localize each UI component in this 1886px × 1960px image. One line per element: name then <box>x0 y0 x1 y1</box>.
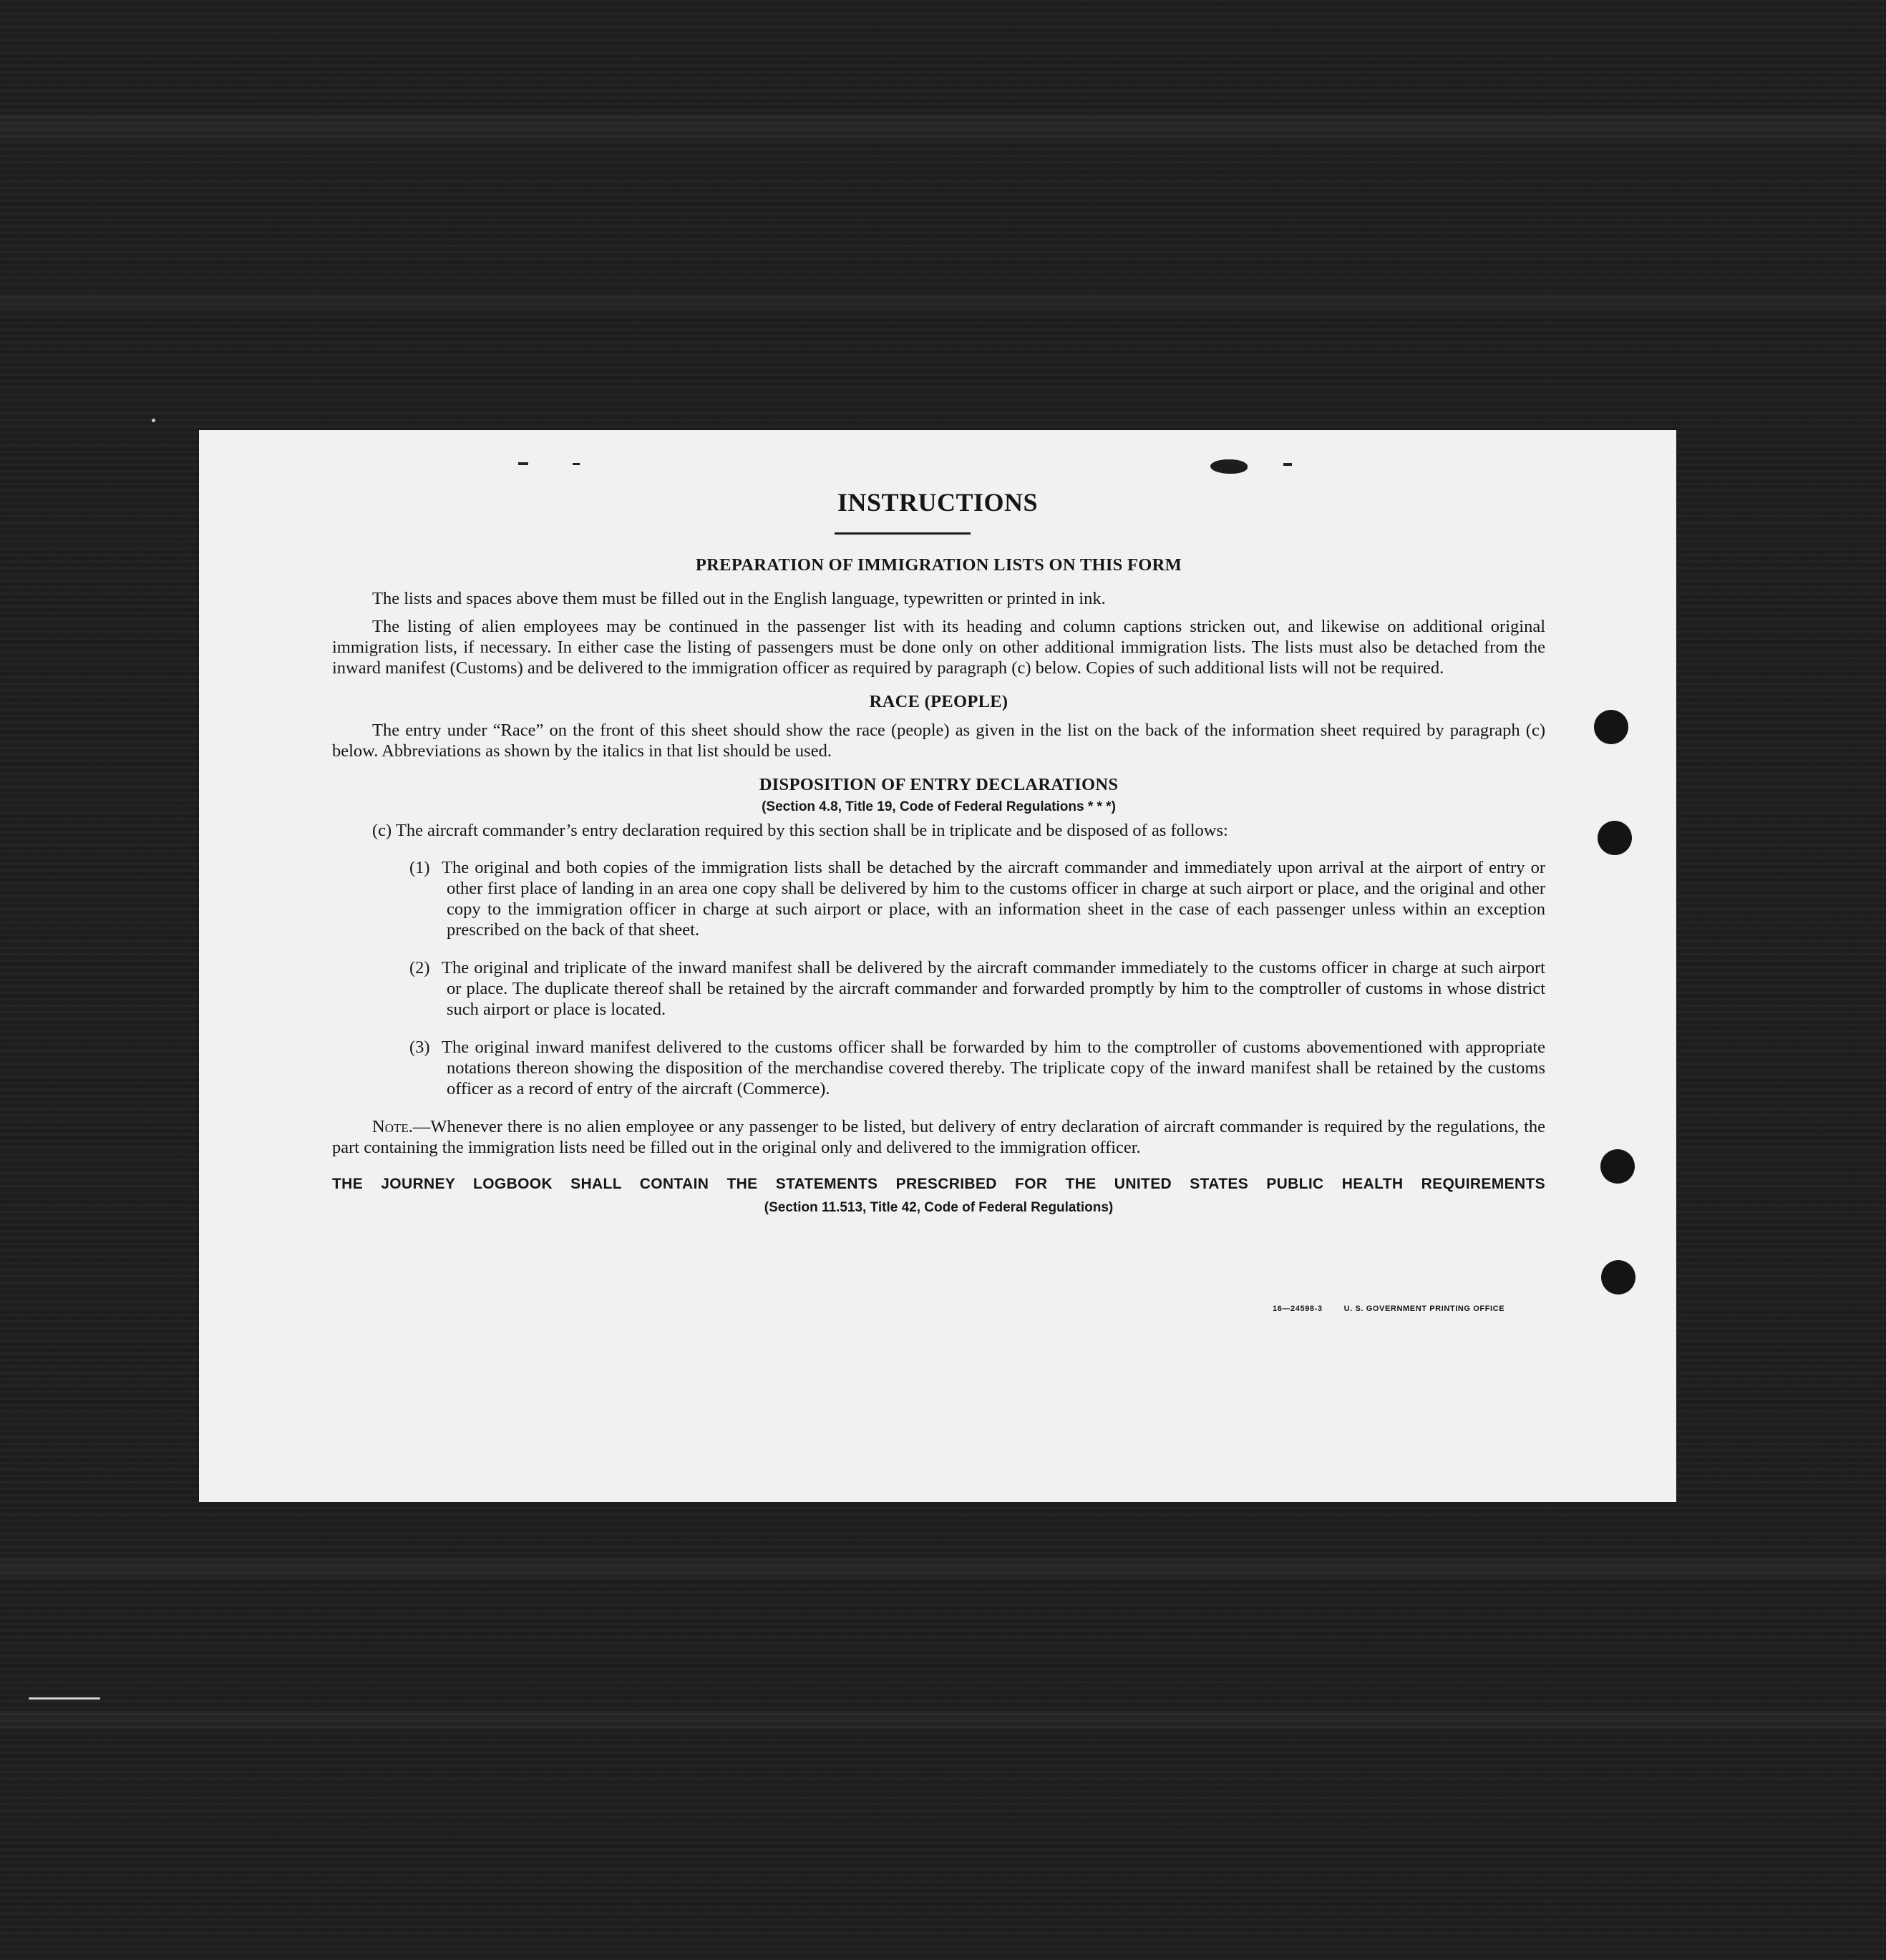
page-title: INSTRUCTIONS <box>837 488 1039 517</box>
journey-citation: (Section 11.513, Title 42, Code of Federal Regulations) <box>764 1200 1114 1215</box>
preparation-paragraph-1: The lists and spaces above them must be filled out in the English language, typewritten or printed in ink. <box>372 589 1106 608</box>
item-text: The original and both copies of the immigration lists shall be detached by the aircraft commander and immediately upon arrival at the airport of entry or other first place of landing in an area one copy shall be delivered by him to the customs officer in charge at such airport or place, and the original and other copy to the immigration officer in charge at such airport or place, with an information sheet in the case of each passenger unless within an exception prescribed on the back of that sheet. <box>442 858 1545 940</box>
scan-speck <box>152 419 155 422</box>
printing-office: U. S. GOVERNMENT PRINTING OFFICE <box>1343 1305 1505 1313</box>
instructions-body <box>332 555 1545 1218</box>
disposition-list <box>332 857 1545 1099</box>
punch-hole <box>1598 821 1632 855</box>
list-item <box>409 1037 1545 1099</box>
punch-hole <box>1600 1149 1635 1184</box>
ink-blot <box>1210 459 1248 474</box>
race-paragraph: The entry under “Race” on the front of this sheet should show the race (people) as given in the list on the back of the information sheet required by paragraph (c) below. Abbreviations as shown by the italics in that list should be used. <box>332 721 1545 761</box>
scan-speck <box>29 1697 100 1700</box>
item-number: (1) <box>409 858 430 877</box>
item-text: The original and triplicate of the inward manifest shall be delivered by the aircraft commander immediately to the customs officer in charge at such airport or place. The duplicate thereof shall be retained by the aircraft commander and forwarded promptly by him to the comptroller of customs in whose district such airport or place is located. <box>442 958 1545 1019</box>
form-code: 16—24598-3 <box>1273 1305 1323 1313</box>
item-text: The original inward manifest delivered to the customs officer shall be forwarded by him to the comptroller of customs abovementioned with appropriate notations thereon showing the disposition of the merchandise covered thereby. The triplicate copy of the inward manifest shall be retained by the customs officer as a record of entry of the aircraft (Commerce). <box>442 1038 1545 1098</box>
journey-statement: THE JOURNEY LOGBOOK SHALL CONTAIN THE STATEMENTS PRESCRIBED FOR THE UNITED STATES PUBLIC HEALTH REQUIREMENTS <box>332 1176 1545 1192</box>
disposition-heading: DISPOSITION OF ENTRY DECLARATIONS <box>759 775 1119 794</box>
preparation-heading: PREPARATION OF IMMIGRATION LISTS ON THIS FORM <box>695 555 1182 575</box>
note-lead: Note. <box>372 1117 413 1136</box>
disposition-intro: (c) The aircraft commander’s entry declaration required by this section shall be in triplicate and be disposed of as follows: <box>372 821 1228 840</box>
stray-mark <box>1283 463 1292 466</box>
stray-mark <box>573 463 580 465</box>
preparation-paragraph-2: The listing of alien employees may be continued in the passenger list with its heading and column captions stricken out, and likewise on additional original immigration lists, if necessary. In either case the listing of passengers must be done only on other additional immigration lists. The lists must also be detached from the inward manifest (Customs) and be delivered to the immigration officer as required by paragraph (c) below. Copies of such additional lists will not be required. <box>332 617 1545 678</box>
stray-mark <box>518 462 528 465</box>
disposition-citation: (Section 4.8, Title 19, Code of Federal Regulations * * *) <box>762 799 1116 814</box>
punch-hole <box>1601 1260 1635 1295</box>
race-heading: RACE (PEOPLE) <box>869 692 1008 711</box>
punch-hole <box>1594 710 1628 744</box>
title-underline <box>835 532 971 535</box>
list-item <box>409 857 1545 940</box>
item-number: (3) <box>409 1038 430 1057</box>
printer-imprint <box>1273 1305 1652 1313</box>
list-item <box>409 957 1545 1020</box>
note-paragraph <box>332 1116 1545 1158</box>
item-number: (2) <box>409 958 430 977</box>
document-page <box>199 430 1676 1502</box>
note-text: —Whenever there is no alien employee or any passenger to be listed, but delivery of entry declaration of aircraft commander is required by the regulations, the part containing the immigration lists need be filled out in the original only and delivered to the immigration officer. <box>332 1117 1545 1157</box>
